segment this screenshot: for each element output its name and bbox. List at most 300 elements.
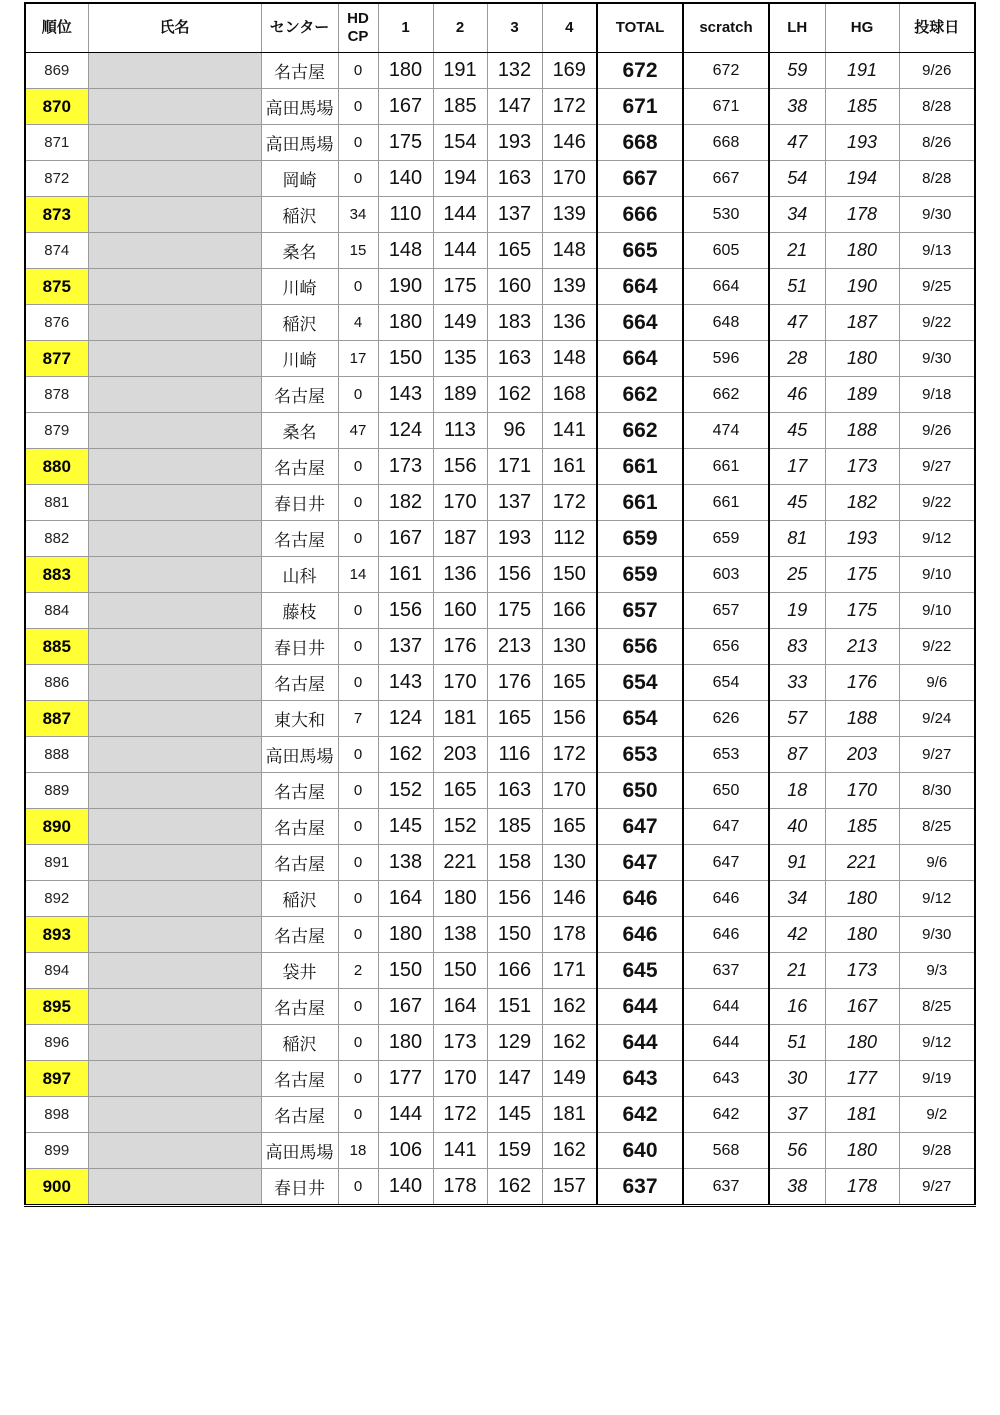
- game-2-score: 164: [433, 989, 487, 1025]
- game-3-score: 150: [487, 917, 542, 953]
- game-2-score: 138: [433, 917, 487, 953]
- center-cell: 高田馬場: [261, 737, 338, 773]
- total-score: 640: [597, 1133, 683, 1169]
- table-row: [25, 197, 975, 233]
- total-score: 664: [597, 269, 683, 305]
- center-cell: 春日井: [261, 629, 338, 665]
- center-cell: 川崎: [261, 341, 338, 377]
- play-date: 9/2: [899, 1097, 975, 1133]
- lh-score: 34: [769, 197, 825, 233]
- game-2-score: 144: [433, 197, 487, 233]
- hg-score: 190: [825, 269, 899, 305]
- hg-score: 167: [825, 989, 899, 1025]
- table-row: [25, 305, 975, 341]
- game-3-score: 147: [487, 89, 542, 125]
- rank-cell: 898: [25, 1097, 88, 1133]
- scratch-score: 661: [683, 449, 769, 485]
- center-cell: 袋井: [261, 953, 338, 989]
- game-3-score: 213: [487, 629, 542, 665]
- rank-cell: 881: [25, 485, 88, 521]
- play-date: 9/19: [899, 1061, 975, 1097]
- play-date: 9/13: [899, 233, 975, 269]
- total-score: 647: [597, 845, 683, 881]
- game-2-score: 144: [433, 233, 487, 269]
- hdcp-cell: 0: [338, 593, 378, 629]
- play-date: 8/25: [899, 989, 975, 1025]
- name-cell: [88, 917, 261, 953]
- game-4-score: 150: [542, 557, 597, 593]
- hdcp-cell: 0: [338, 485, 378, 521]
- game-2-score: 113: [433, 413, 487, 449]
- hdcp-cell: 0: [338, 665, 378, 701]
- game-2-score: 189: [433, 377, 487, 413]
- center-cell: 名古屋: [261, 773, 338, 809]
- game-1-score: 144: [378, 1097, 433, 1133]
- center-cell: 名古屋: [261, 665, 338, 701]
- game-2-score: 172: [433, 1097, 487, 1133]
- hg-score: 193: [825, 521, 899, 557]
- game-1-score: 106: [378, 1133, 433, 1169]
- game-3-score: 137: [487, 197, 542, 233]
- hdcp-cell: 0: [338, 89, 378, 125]
- hdcp-cell: 0: [338, 449, 378, 485]
- scratch-score: 668: [683, 125, 769, 161]
- name-cell: [88, 377, 261, 413]
- game-4-score: 172: [542, 485, 597, 521]
- center-cell: 名古屋: [261, 377, 338, 413]
- rank-cell: 878: [25, 377, 88, 413]
- header-date: 投球日: [899, 3, 975, 53]
- play-date: 9/26: [899, 413, 975, 449]
- center-cell: 高田馬場: [261, 125, 338, 161]
- game-4-score: 170: [542, 161, 597, 197]
- game-4-score: 146: [542, 125, 597, 161]
- name-cell: [88, 449, 261, 485]
- rank-cell: 896: [25, 1025, 88, 1061]
- game-2-score: 152: [433, 809, 487, 845]
- play-date: 9/26: [899, 53, 975, 89]
- hg-score: 175: [825, 557, 899, 593]
- header-game-4: 4: [542, 3, 597, 53]
- game-1-score: 180: [378, 1025, 433, 1061]
- hg-score: 173: [825, 953, 899, 989]
- game-3-score: 156: [487, 881, 542, 917]
- game-2-score: 180: [433, 881, 487, 917]
- game-2-score: 135: [433, 341, 487, 377]
- table-row: [25, 413, 975, 449]
- total-score: 637: [597, 1169, 683, 1206]
- game-4-score: 139: [542, 197, 597, 233]
- lh-score: 17: [769, 449, 825, 485]
- rank-cell: 876: [25, 305, 88, 341]
- hdcp-cell: 0: [338, 125, 378, 161]
- total-score: 672: [597, 53, 683, 89]
- table-row: [25, 629, 975, 665]
- game-3-score: 165: [487, 233, 542, 269]
- center-cell: 名古屋: [261, 989, 338, 1025]
- total-score: 666: [597, 197, 683, 233]
- scratch-score: 650: [683, 773, 769, 809]
- play-date: 9/27: [899, 737, 975, 773]
- game-2-score: 165: [433, 773, 487, 809]
- game-2-score: 191: [433, 53, 487, 89]
- name-cell: [88, 521, 261, 557]
- table-row: [25, 1025, 975, 1061]
- hg-score: 176: [825, 665, 899, 701]
- scratch-score: 656: [683, 629, 769, 665]
- game-1-score: 150: [378, 953, 433, 989]
- game-3-score: 163: [487, 773, 542, 809]
- hdcp-cell: 2: [338, 953, 378, 989]
- game-1-score: 124: [378, 413, 433, 449]
- lh-score: 42: [769, 917, 825, 953]
- total-score: 656: [597, 629, 683, 665]
- game-4-score: 139: [542, 269, 597, 305]
- rank-cell: 873: [25, 197, 88, 233]
- lh-score: 25: [769, 557, 825, 593]
- rank-cell: 890: [25, 809, 88, 845]
- game-1-score: 156: [378, 593, 433, 629]
- rank-cell: 894: [25, 953, 88, 989]
- name-cell: [88, 881, 261, 917]
- total-score: 659: [597, 557, 683, 593]
- ranking-table: [24, 2, 976, 1207]
- game-4-score: 148: [542, 233, 597, 269]
- center-cell: 名古屋: [261, 809, 338, 845]
- game-2-score: 156: [433, 449, 487, 485]
- game-2-score: 149: [433, 305, 487, 341]
- total-score: 661: [597, 449, 683, 485]
- rank-cell: 879: [25, 413, 88, 449]
- game-1-score: 143: [378, 665, 433, 701]
- hdcp-cell: 0: [338, 1061, 378, 1097]
- table-row: [25, 89, 975, 125]
- hg-score: 180: [825, 1025, 899, 1061]
- game-2-score: 194: [433, 161, 487, 197]
- name-cell: [88, 593, 261, 629]
- hg-score: 181: [825, 1097, 899, 1133]
- game-3-score: 165: [487, 701, 542, 737]
- hdcp-cell: 0: [338, 881, 378, 917]
- name-cell: [88, 305, 261, 341]
- hg-score: 187: [825, 305, 899, 341]
- ranking-rows: [25, 53, 975, 1206]
- lh-score: 46: [769, 377, 825, 413]
- header-total: TOTAL: [597, 3, 683, 53]
- center-cell: 稲沢: [261, 881, 338, 917]
- hdcp-cell: 18: [338, 1133, 378, 1169]
- play-date: 9/6: [899, 665, 975, 701]
- center-cell: 山科: [261, 557, 338, 593]
- scratch-score: 626: [683, 701, 769, 737]
- table-row: [25, 881, 975, 917]
- name-cell: [88, 773, 261, 809]
- hdcp-cell: 0: [338, 1169, 378, 1206]
- scratch-score: 647: [683, 809, 769, 845]
- center-cell: 川崎: [261, 269, 338, 305]
- hg-score: 182: [825, 485, 899, 521]
- play-date: 9/10: [899, 557, 975, 593]
- total-score: 671: [597, 89, 683, 125]
- lh-score: 21: [769, 233, 825, 269]
- hdcp-cell: 34: [338, 197, 378, 233]
- game-4-score: 172: [542, 737, 597, 773]
- game-3-score: 171: [487, 449, 542, 485]
- center-cell: 稲沢: [261, 197, 338, 233]
- name-cell: [88, 1133, 261, 1169]
- hdcp-cell: 0: [338, 1025, 378, 1061]
- total-score: 645: [597, 953, 683, 989]
- name-cell: [88, 737, 261, 773]
- scratch-score: 667: [683, 161, 769, 197]
- game-1-score: 167: [378, 521, 433, 557]
- center-cell: 高田馬場: [261, 1133, 338, 1169]
- game-4-score: 130: [542, 629, 597, 665]
- center-cell: 桑名: [261, 413, 338, 449]
- lh-score: 30: [769, 1061, 825, 1097]
- table-row: [25, 125, 975, 161]
- center-cell: 藤枝: [261, 593, 338, 629]
- game-4-score: 130: [542, 845, 597, 881]
- table-row: [25, 989, 975, 1025]
- play-date: 9/30: [899, 341, 975, 377]
- scratch-score: 647: [683, 845, 769, 881]
- scratch-score: 659: [683, 521, 769, 557]
- hdcp-cell: 0: [338, 629, 378, 665]
- game-1-score: 110: [378, 197, 433, 233]
- header-scratch: scratch: [683, 3, 769, 53]
- table-row: [25, 1169, 975, 1206]
- game-1-score: 180: [378, 305, 433, 341]
- lh-score: 56: [769, 1133, 825, 1169]
- scratch-score: 646: [683, 917, 769, 953]
- hdcp-cell: 0: [338, 737, 378, 773]
- game-2-score: 136: [433, 557, 487, 593]
- game-3-score: 147: [487, 1061, 542, 1097]
- game-2-score: 150: [433, 953, 487, 989]
- play-date: 9/27: [899, 1169, 975, 1206]
- table-row: [25, 161, 975, 197]
- lh-score: 37: [769, 1097, 825, 1133]
- hg-score: 221: [825, 845, 899, 881]
- header-center: センター: [261, 3, 338, 53]
- name-cell: [88, 953, 261, 989]
- hdcp-cell: 0: [338, 1097, 378, 1133]
- name-cell: [88, 809, 261, 845]
- game-1-score: 162: [378, 737, 433, 773]
- hdcp-cell: 0: [338, 845, 378, 881]
- scratch-score: 653: [683, 737, 769, 773]
- game-1-score: 137: [378, 629, 433, 665]
- center-cell: 名古屋: [261, 1097, 338, 1133]
- table-row: [25, 449, 975, 485]
- scratch-score: 662: [683, 377, 769, 413]
- center-cell: 名古屋: [261, 521, 338, 557]
- game-4-score: 165: [542, 665, 597, 701]
- lh-score: 51: [769, 269, 825, 305]
- hg-score: 180: [825, 341, 899, 377]
- center-cell: 東大和: [261, 701, 338, 737]
- lh-score: 16: [769, 989, 825, 1025]
- table-row: [25, 269, 975, 305]
- hg-score: 213: [825, 629, 899, 665]
- lh-score: 40: [769, 809, 825, 845]
- total-score: 644: [597, 1025, 683, 1061]
- table-row: [25, 845, 975, 881]
- scratch-score: 643: [683, 1061, 769, 1097]
- game-3-score: 156: [487, 557, 542, 593]
- table-row: [25, 773, 975, 809]
- name-cell: [88, 125, 261, 161]
- play-date: 9/12: [899, 521, 975, 557]
- lh-score: 34: [769, 881, 825, 917]
- game-4-score: 136: [542, 305, 597, 341]
- game-3-score: 166: [487, 953, 542, 989]
- table-row: [25, 485, 975, 521]
- table-row: [25, 953, 975, 989]
- play-date: 8/28: [899, 89, 975, 125]
- hg-score: 203: [825, 737, 899, 773]
- hg-score: 189: [825, 377, 899, 413]
- rank-cell: 884: [25, 593, 88, 629]
- lh-score: 45: [769, 413, 825, 449]
- hg-score: 185: [825, 809, 899, 845]
- header-hdcp-line2: CP: [347, 28, 369, 45]
- game-1-score: 177: [378, 1061, 433, 1097]
- hg-score: 180: [825, 1133, 899, 1169]
- game-4-score: 162: [542, 1133, 597, 1169]
- rank-cell: 872: [25, 161, 88, 197]
- lh-score: 38: [769, 1169, 825, 1206]
- lh-score: 57: [769, 701, 825, 737]
- game-1-score: 180: [378, 53, 433, 89]
- table-row: [25, 665, 975, 701]
- table-row: [25, 233, 975, 269]
- total-score: 662: [597, 377, 683, 413]
- scratch-score: 644: [683, 1025, 769, 1061]
- table-row: [25, 593, 975, 629]
- scratch-score: 661: [683, 485, 769, 521]
- rank-cell: 885: [25, 629, 88, 665]
- game-2-score: 221: [433, 845, 487, 881]
- center-cell: 名古屋: [261, 917, 338, 953]
- hg-score: 193: [825, 125, 899, 161]
- header-name: 氏名: [88, 3, 261, 53]
- lh-score: 51: [769, 1025, 825, 1061]
- game-4-score: 170: [542, 773, 597, 809]
- game-3-score: 163: [487, 161, 542, 197]
- name-cell: [88, 701, 261, 737]
- total-score: 665: [597, 233, 683, 269]
- game-3-score: 193: [487, 125, 542, 161]
- game-1-score: 150: [378, 341, 433, 377]
- center-cell: 名古屋: [261, 845, 338, 881]
- hdcp-cell: 17: [338, 341, 378, 377]
- game-2-score: 176: [433, 629, 487, 665]
- game-1-score: 143: [378, 377, 433, 413]
- center-cell: 名古屋: [261, 53, 338, 89]
- hdcp-cell: 0: [338, 917, 378, 953]
- name-cell: [88, 665, 261, 701]
- scratch-score: 568: [683, 1133, 769, 1169]
- header-game-3: 3: [487, 3, 542, 53]
- play-date: 9/22: [899, 305, 975, 341]
- total-score: 659: [597, 521, 683, 557]
- lh-score: 19: [769, 593, 825, 629]
- game-2-score: 187: [433, 521, 487, 557]
- rank-cell: 893: [25, 917, 88, 953]
- hg-score: 188: [825, 413, 899, 449]
- game-4-score: 165: [542, 809, 597, 845]
- rank-cell: 897: [25, 1061, 88, 1097]
- lh-score: 83: [769, 629, 825, 665]
- name-cell: [88, 1061, 261, 1097]
- play-date: 8/28: [899, 161, 975, 197]
- total-score: 646: [597, 917, 683, 953]
- total-score: 664: [597, 341, 683, 377]
- total-score: 662: [597, 413, 683, 449]
- game-1-score: 167: [378, 989, 433, 1025]
- scratch-score: 654: [683, 665, 769, 701]
- hdcp-cell: 0: [338, 53, 378, 89]
- play-date: 8/30: [899, 773, 975, 809]
- name-cell: [88, 1025, 261, 1061]
- name-cell: [88, 989, 261, 1025]
- scratch-score: 596: [683, 341, 769, 377]
- play-date: 9/24: [899, 701, 975, 737]
- hg-score: 180: [825, 233, 899, 269]
- hdcp-cell: 0: [338, 377, 378, 413]
- center-cell: 春日井: [261, 485, 338, 521]
- total-score: 647: [597, 809, 683, 845]
- game-1-score: 152: [378, 773, 433, 809]
- center-cell: 名古屋: [261, 1061, 338, 1097]
- play-date: 9/12: [899, 881, 975, 917]
- scratch-score: 664: [683, 269, 769, 305]
- name-cell: [88, 341, 261, 377]
- hdcp-cell: 0: [338, 269, 378, 305]
- game-2-score: 154: [433, 125, 487, 161]
- game-1-score: 148: [378, 233, 433, 269]
- game-3-score: 175: [487, 593, 542, 629]
- rank-cell: 880: [25, 449, 88, 485]
- lh-score: 28: [769, 341, 825, 377]
- header-rank: 順位: [25, 3, 88, 53]
- total-score: 657: [597, 593, 683, 629]
- game-4-score: 156: [542, 701, 597, 737]
- rank-cell: 887: [25, 701, 88, 737]
- header-hg: HG: [825, 3, 899, 53]
- lh-score: 21: [769, 953, 825, 989]
- hdcp-cell: 0: [338, 161, 378, 197]
- rank-cell: 895: [25, 989, 88, 1025]
- game-4-score: 162: [542, 1025, 597, 1061]
- game-3-score: 132: [487, 53, 542, 89]
- play-date: 9/30: [899, 197, 975, 233]
- total-score: 643: [597, 1061, 683, 1097]
- game-2-score: 160: [433, 593, 487, 629]
- table-row: [25, 737, 975, 773]
- total-score: 667: [597, 161, 683, 197]
- game-4-score: 146: [542, 881, 597, 917]
- play-date: 8/25: [899, 809, 975, 845]
- game-2-score: 178: [433, 1169, 487, 1206]
- game-3-score: 185: [487, 809, 542, 845]
- game-1-score: 161: [378, 557, 433, 593]
- game-1-score: 190: [378, 269, 433, 305]
- play-date: 9/28: [899, 1133, 975, 1169]
- total-score: 650: [597, 773, 683, 809]
